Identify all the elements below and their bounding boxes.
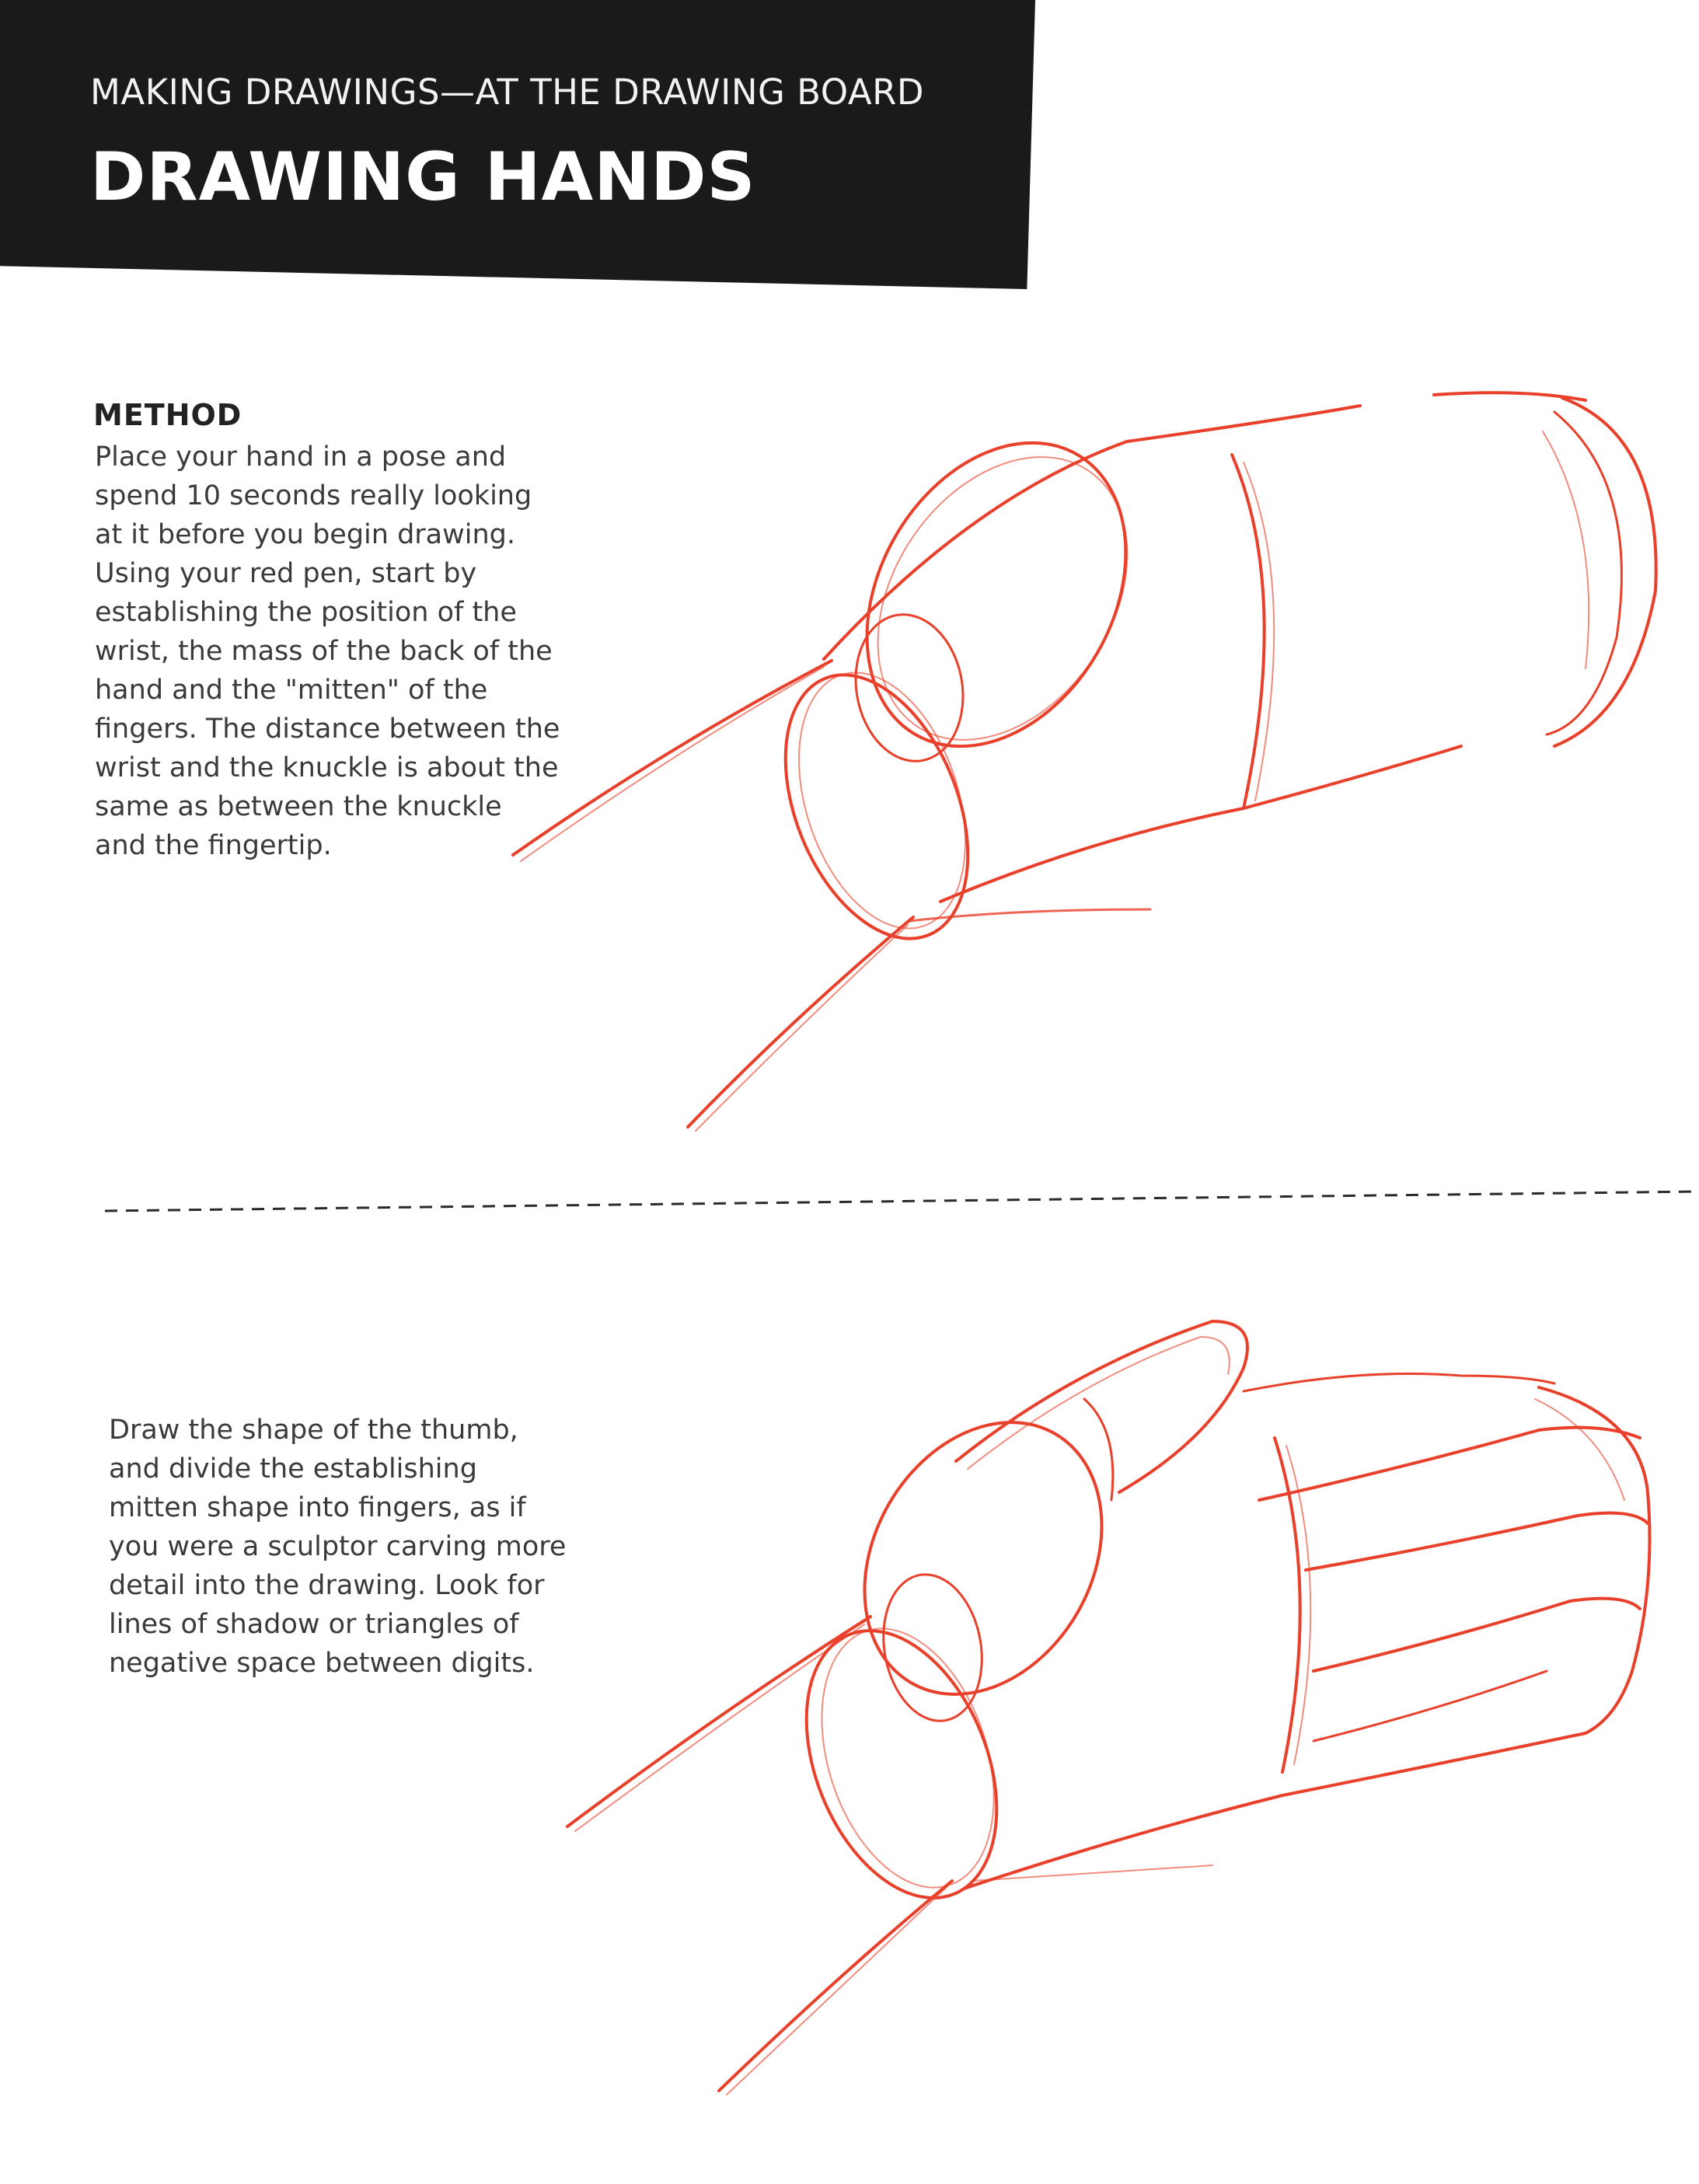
section-kicker: MAKING DRAWINGS—AT THE DRAWING BOARD — [90, 72, 925, 113]
method-paragraph: Place your hand in a pose and spend 10 seconds really looking at it before you begin drawing. Using your red pen, start by establishing the position of the wrist, the mass of the back of the hand and the "mitten" of the fingers. The distance between the wrist and the knuckle is about the same as between the knuckle and the fingertip. — [95, 441, 560, 861]
step-two-paragraph: Draw the shape of the thumb, and divide the establishing mitten shape into fingers, as if you were a sculptor carving more detail into the drawing. Look for lines of shadow or triangles of negative space between digits. — [109, 1415, 567, 1679]
page-title: DRAWING HANDS — [90, 138, 756, 216]
method-heading: METHOD — [93, 398, 242, 432]
